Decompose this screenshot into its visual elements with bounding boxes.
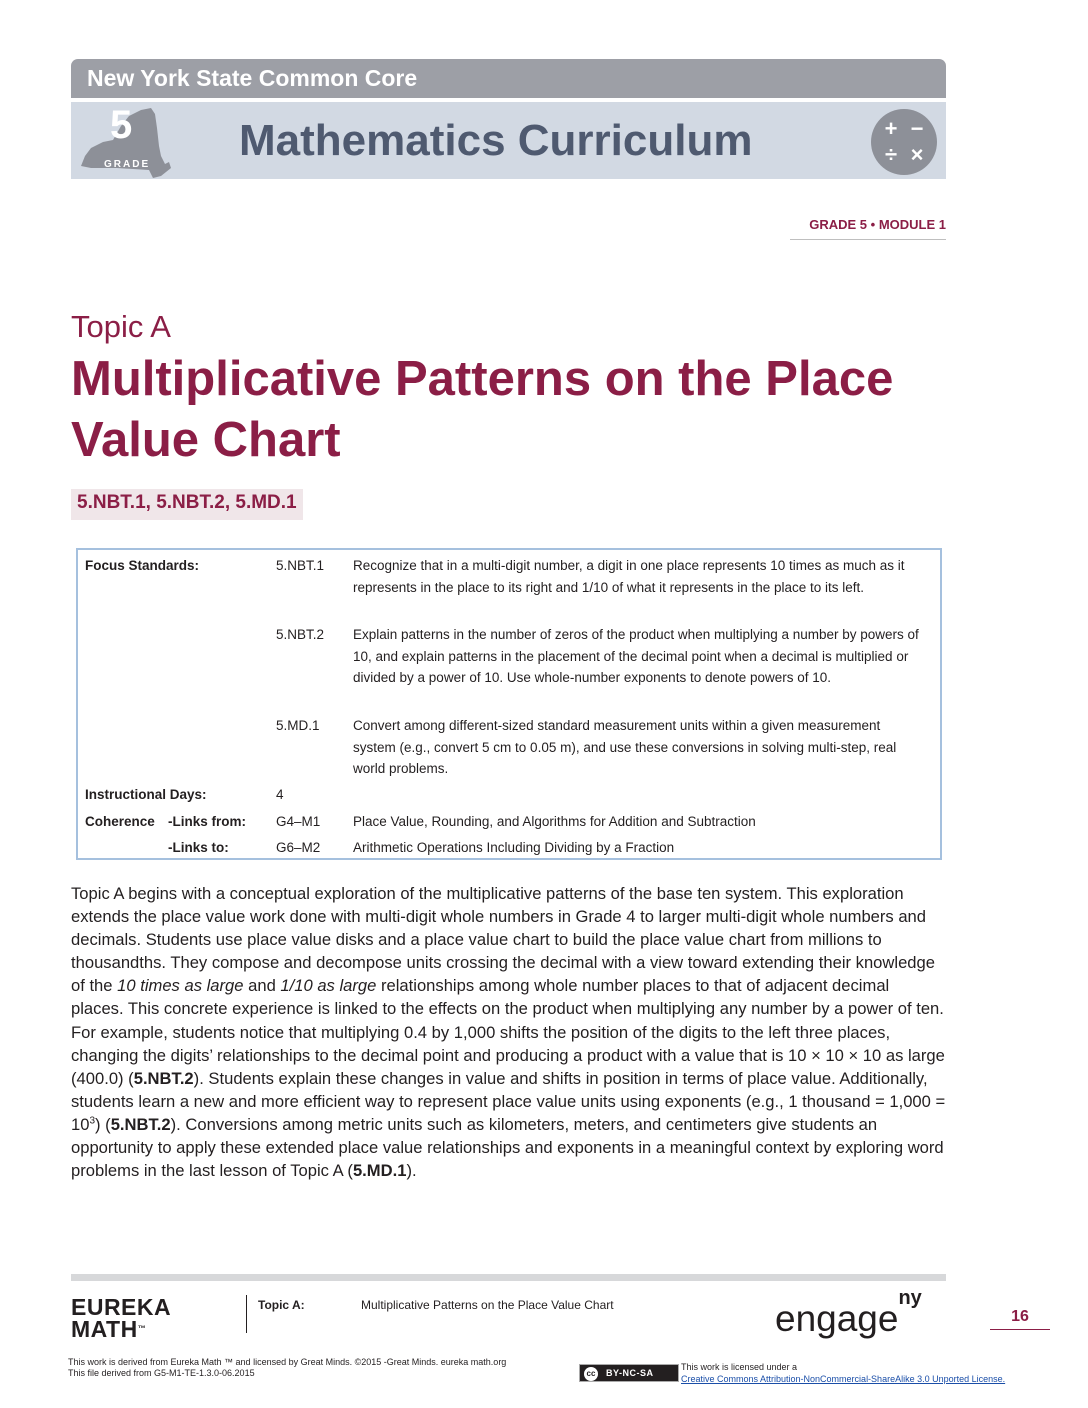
engageny-logo: engage$^{ny}$ <box>775 1286 922 1339</box>
curriculum-title: Mathematics Curriculum <box>239 116 753 165</box>
topic-overview-paragraph: Topic A begins with a conceptual exploration of the multiplicative patterns of the base ten system. This exploration extends the place value work done with multi-digit whole numbers in Grade 4 to larger multi-digit whole numbers and decimals. Students use place value disks and a place value chart to build the place value chart from millions to thousandths. They compose and decompose units crossing the decimal with a view toward extending their knowledge of the 10 times as large and 1/10 as large relationships among whole number places to that of adjacent decimal places. This concrete experience is linked to the effects on the product when multiplying any number by a power of ten. For example, students notice that multiplying 0.4 by 1,000 shifts the position of the digits to the left three places, changing the digits’ relationships to the decimal point and producing a product with a value that is 10 × 10 × 10 as large (400.0) (5.NBT.2). Students explain these changes in value and shifts in position in terms of place value. Additionally, students learn a new and more efficient way to represent place value units using exponents (e.g., 1 thousand = $1,000 = 10^3$) (5.NBT.2). Conversions among metric units such as kilometers, meters, and centimeters give students an opportunity to apply these extended place value relationships and exponents in a meaningful context by exploring word problems in the last lesson of Topic A (5.MD.1). <box>71 884 946 1181</box>
plus-icon: + <box>884 116 898 141</box>
cc-icon: cc <box>584 1367 598 1381</box>
grade-number: 5 <box>110 103 133 147</box>
license-link[interactable]: Creative Commons Attribution-NonCommercial-ShareAlike 3.0 Unported License. <box>681 1374 1006 1384</box>
module-label: GRADE 5 • MODULE 1 <box>809 217 946 232</box>
derivation-notice: This work is derived from Eureka Math ™ and licensed by Great Minds. ©2015 -Great Minds. eureka math.org This file derived from G5-M1-TE-1.3.0-06.2015 <box>68 1357 507 1378</box>
links-to-label: -Links to: <box>168 840 229 855</box>
header-banner <box>71 59 946 98</box>
footer-topic-title: Multiplicative Patterns on the Place Value Chart <box>361 1298 614 1312</box>
footer-topic-label: Topic A: <box>258 1298 305 1312</box>
standard-text: Convert among different-sized standard measurement units within a given measurement system (e.g., convert 5 cm to 0.05 m), and use these conversions in solving multi-step, real world problems. <box>353 718 897 777</box>
topic-label: Topic A <box>71 309 171 344</box>
multiply-icon: × <box>910 142 924 167</box>
license-notice: This work is licensed under a Creative Commons Attribution-NonCommercial-ShareAlike 3.0 Unported License. <box>681 1362 1006 1384</box>
cc-license-type: BY-NC-SA <box>606 1368 654 1378</box>
links-from-label: -Links from: <box>168 814 247 829</box>
topic-title: Multiplicative Patterns on the Place Value Chart <box>71 352 894 467</box>
links-from-code: G4–M1 <box>276 814 321 829</box>
eureka-math-logo: EUREKA MATH™ <box>71 1294 172 1342</box>
links-to-code: G6–M2 <box>276 840 321 855</box>
footer-vertical-divider <box>246 1295 247 1333</box>
links-to-text: Arithmetic Operations Including Dividing by a Fraction <box>353 840 675 855</box>
math-operations-icon <box>871 109 937 175</box>
links-from-text: Place Value, Rounding, and Algorithms for Addition and Subtraction <box>353 814 756 829</box>
creative-commons-badge <box>579 1364 679 1382</box>
grade-badge <box>77 103 173 178</box>
page-number: 16 <box>990 1308 1050 1330</box>
standard-text: Explain patterns in the number of zeros of the product when multiplying a number by powers of 10, and explain patterns in the placement of the decimal point when a decimal is multiplied or divided by a power of 10. Use whole-number exponents to denote powers of 10. <box>353 627 919 686</box>
minus-icon: − <box>910 116 924 141</box>
instructional-days-label: Instructional Days: <box>85 787 207 802</box>
standard-code: 5.NBT.2 <box>276 627 325 642</box>
module-divider <box>790 239 946 240</box>
curriculum-banner <box>71 102 946 179</box>
grade-word: GRADE <box>104 159 151 170</box>
divide-icon: ÷ <box>884 142 898 167</box>
focus-standards-label: Focus Standards: <box>85 558 200 573</box>
standards-chip: 5.NBT.1, 5.NBT.2, 5.MD.1 <box>71 489 303 520</box>
standard-text: Recognize that in a multi-digit number, a digit in one place represents 10 times as much as it represents in the place to its right and 1/10 of what it represents in the place to its left. <box>353 558 905 595</box>
focus-standards-table <box>76 548 942 860</box>
standard-code: 5.MD.1 <box>276 718 320 733</box>
footer-divider <box>71 1274 946 1281</box>
coherence-label: Coherence <box>85 814 155 829</box>
standard-code: 5.NBT.1 <box>276 558 325 573</box>
instructional-days-value: 4 <box>276 787 284 802</box>
banner-title: New York State Common Core <box>87 65 418 91</box>
